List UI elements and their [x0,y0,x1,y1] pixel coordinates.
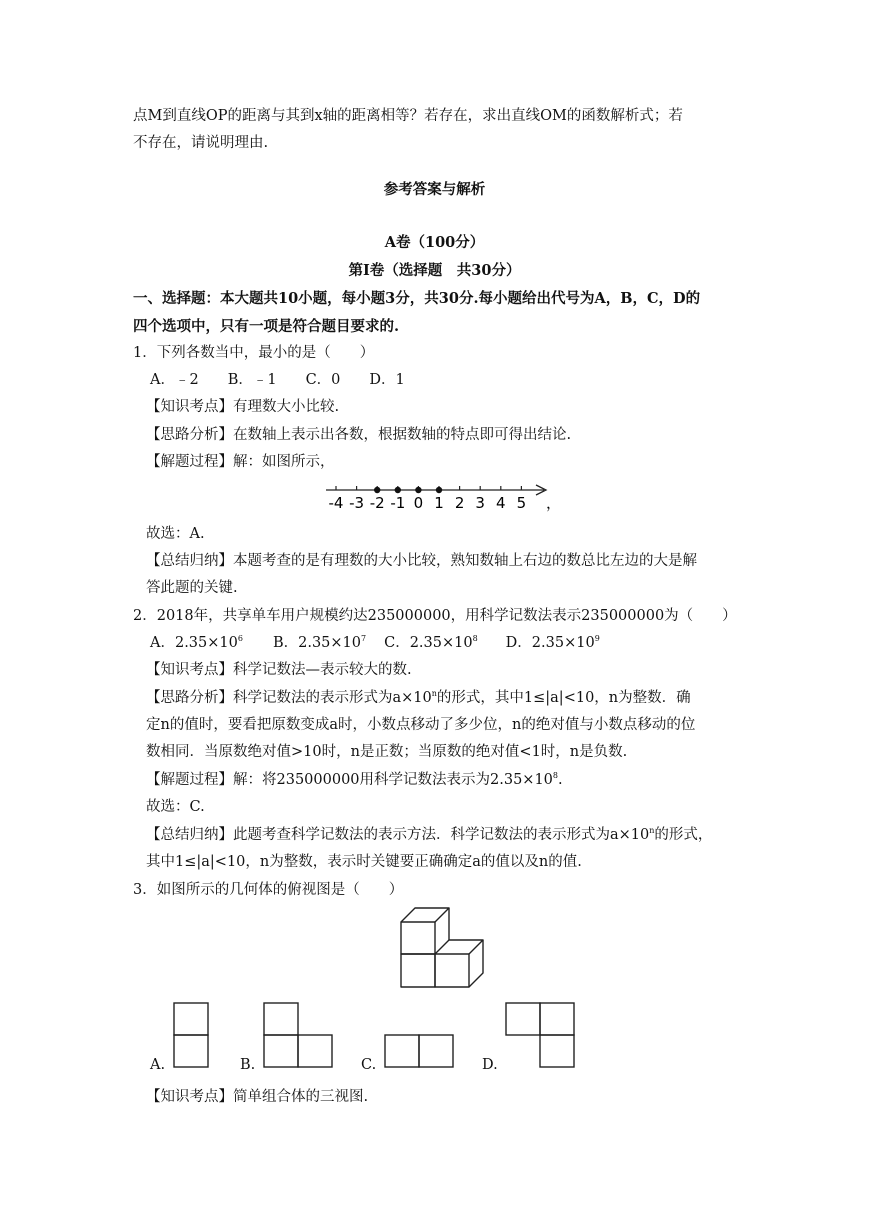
number-line-point [395,487,401,493]
number-line-comma: ， [546,494,562,512]
question-2: 2．2018年，共享单车用户规模约达235000000，用科学记数法表示235000000为（ ） [133,608,737,624]
section-heading: 四个选项中，只有一项是符合题目要求的. [133,318,400,335]
option-a-figure [172,1001,210,1069]
question-2-options [150,633,600,653]
number-line-tick-label: 3 [475,494,485,512]
summary: 其中1≤|a|<10，n为整数，表示时关键要正确确定a的值以及n的值. [146,854,582,870]
number-line-tick-label: -2 [369,494,385,512]
option-c-label: C. [361,1057,377,1073]
option-d-label: D. [482,1057,498,1073]
answer: 故选：C. [146,799,205,815]
option-a: A．$2.35\times 10^6$ [150,634,243,651]
option-c: C．$2.35\times 10^8$ [384,634,478,651]
option-d: D．$2.35\times 10^9$ [505,634,600,651]
summary: 【总结归纳】此题考查科学记数法的表示方法．科学记数法的表示形式为$a\times 10^n$的形式， [146,826,713,843]
volume-a-heading: A卷（100分） [384,234,485,251]
question-1: 1．下列各数当中，最小的是（ ） [133,345,375,361]
summary: 【总结归纳】本题考查的是有理数的大小比较，熟知数轴上右边的数总比左边的大是解 [146,553,697,569]
number-line-tick-label: 4 [496,494,506,512]
option-d-figure [504,1001,576,1069]
text-line: 不存在，请说明理由. [133,135,269,151]
text-line: 点M到直线OP的距离与其到x轴的距离相等？若存在，求出直线OM的函数解析式；若 [133,108,683,124]
number-line-figure [322,480,562,514]
solid-figure [398,905,486,989]
number-line-point [436,487,442,493]
analysis: 定n的值时，要看把原数变成a时，小数点移动了多少位，n的绝对值与小数点移动的位 [146,717,696,733]
solution: 【解题过程】解：如图所示， [146,454,335,470]
section-heading: 一、选择题：本大题共10小题，每小题3分，共30分.每小题给出代号为A，B，C，D的 [133,290,701,307]
option-c-figure [383,1033,455,1069]
solution: 【解题过程】解：将235000000用科学记数法表示为$2.35\times 10^8$. [146,771,563,788]
knowledge-point: 【知识考点】简单组合体的三视图. [146,1089,369,1105]
answer-title: 参考答案与解析 [383,181,486,198]
option-b-figure [262,1001,334,1069]
number-line-point [415,487,421,493]
option-b-label: B. [240,1057,256,1073]
number-line-tick-label: 1 [434,494,444,512]
knowledge-point: 【知识考点】科学记数法—表示较大的数. [146,662,412,678]
number-line-tick-label: -4 [328,494,344,512]
answer: 故选：A. [146,526,205,542]
option-b: B．$2.35\times 10^7$ [272,634,367,651]
number-line-point [374,487,380,493]
analysis: 数相同．当原数绝对值>10时，n是正数；当原数的绝对值<1时，n是负数. [146,744,628,760]
analysis: 【思路分析】科学记数法的表示形式为$a\times 10^n$的形式，其中1≤|a|<10，n为整数．确 [146,689,691,706]
knowledge-point: 【知识考点】有理数大小比较. [146,399,340,415]
summary: 答此题的关键. [146,580,238,596]
option-a-label: A. [150,1057,166,1073]
number-line-tick-label: -1 [390,494,406,512]
question-3: 3．如图所示的几何体的俯视图是（ ） [133,882,404,898]
analysis: 【思路分析】在数轴上表示出各数，根据数轴的特点即可得出结论. [146,427,572,443]
volume-1-heading: 第Ⅰ卷（选择题 共30分） [348,262,521,279]
number-line-tick-label: 0 [413,494,424,512]
number-line-tick-label: 2 [454,494,465,512]
number-line-tick-label: 5 [516,494,527,512]
question-1-options: A．﹣2 B．﹣1 C．0 D．1 [150,372,405,388]
number-line-tick-label: -3 [349,494,365,512]
